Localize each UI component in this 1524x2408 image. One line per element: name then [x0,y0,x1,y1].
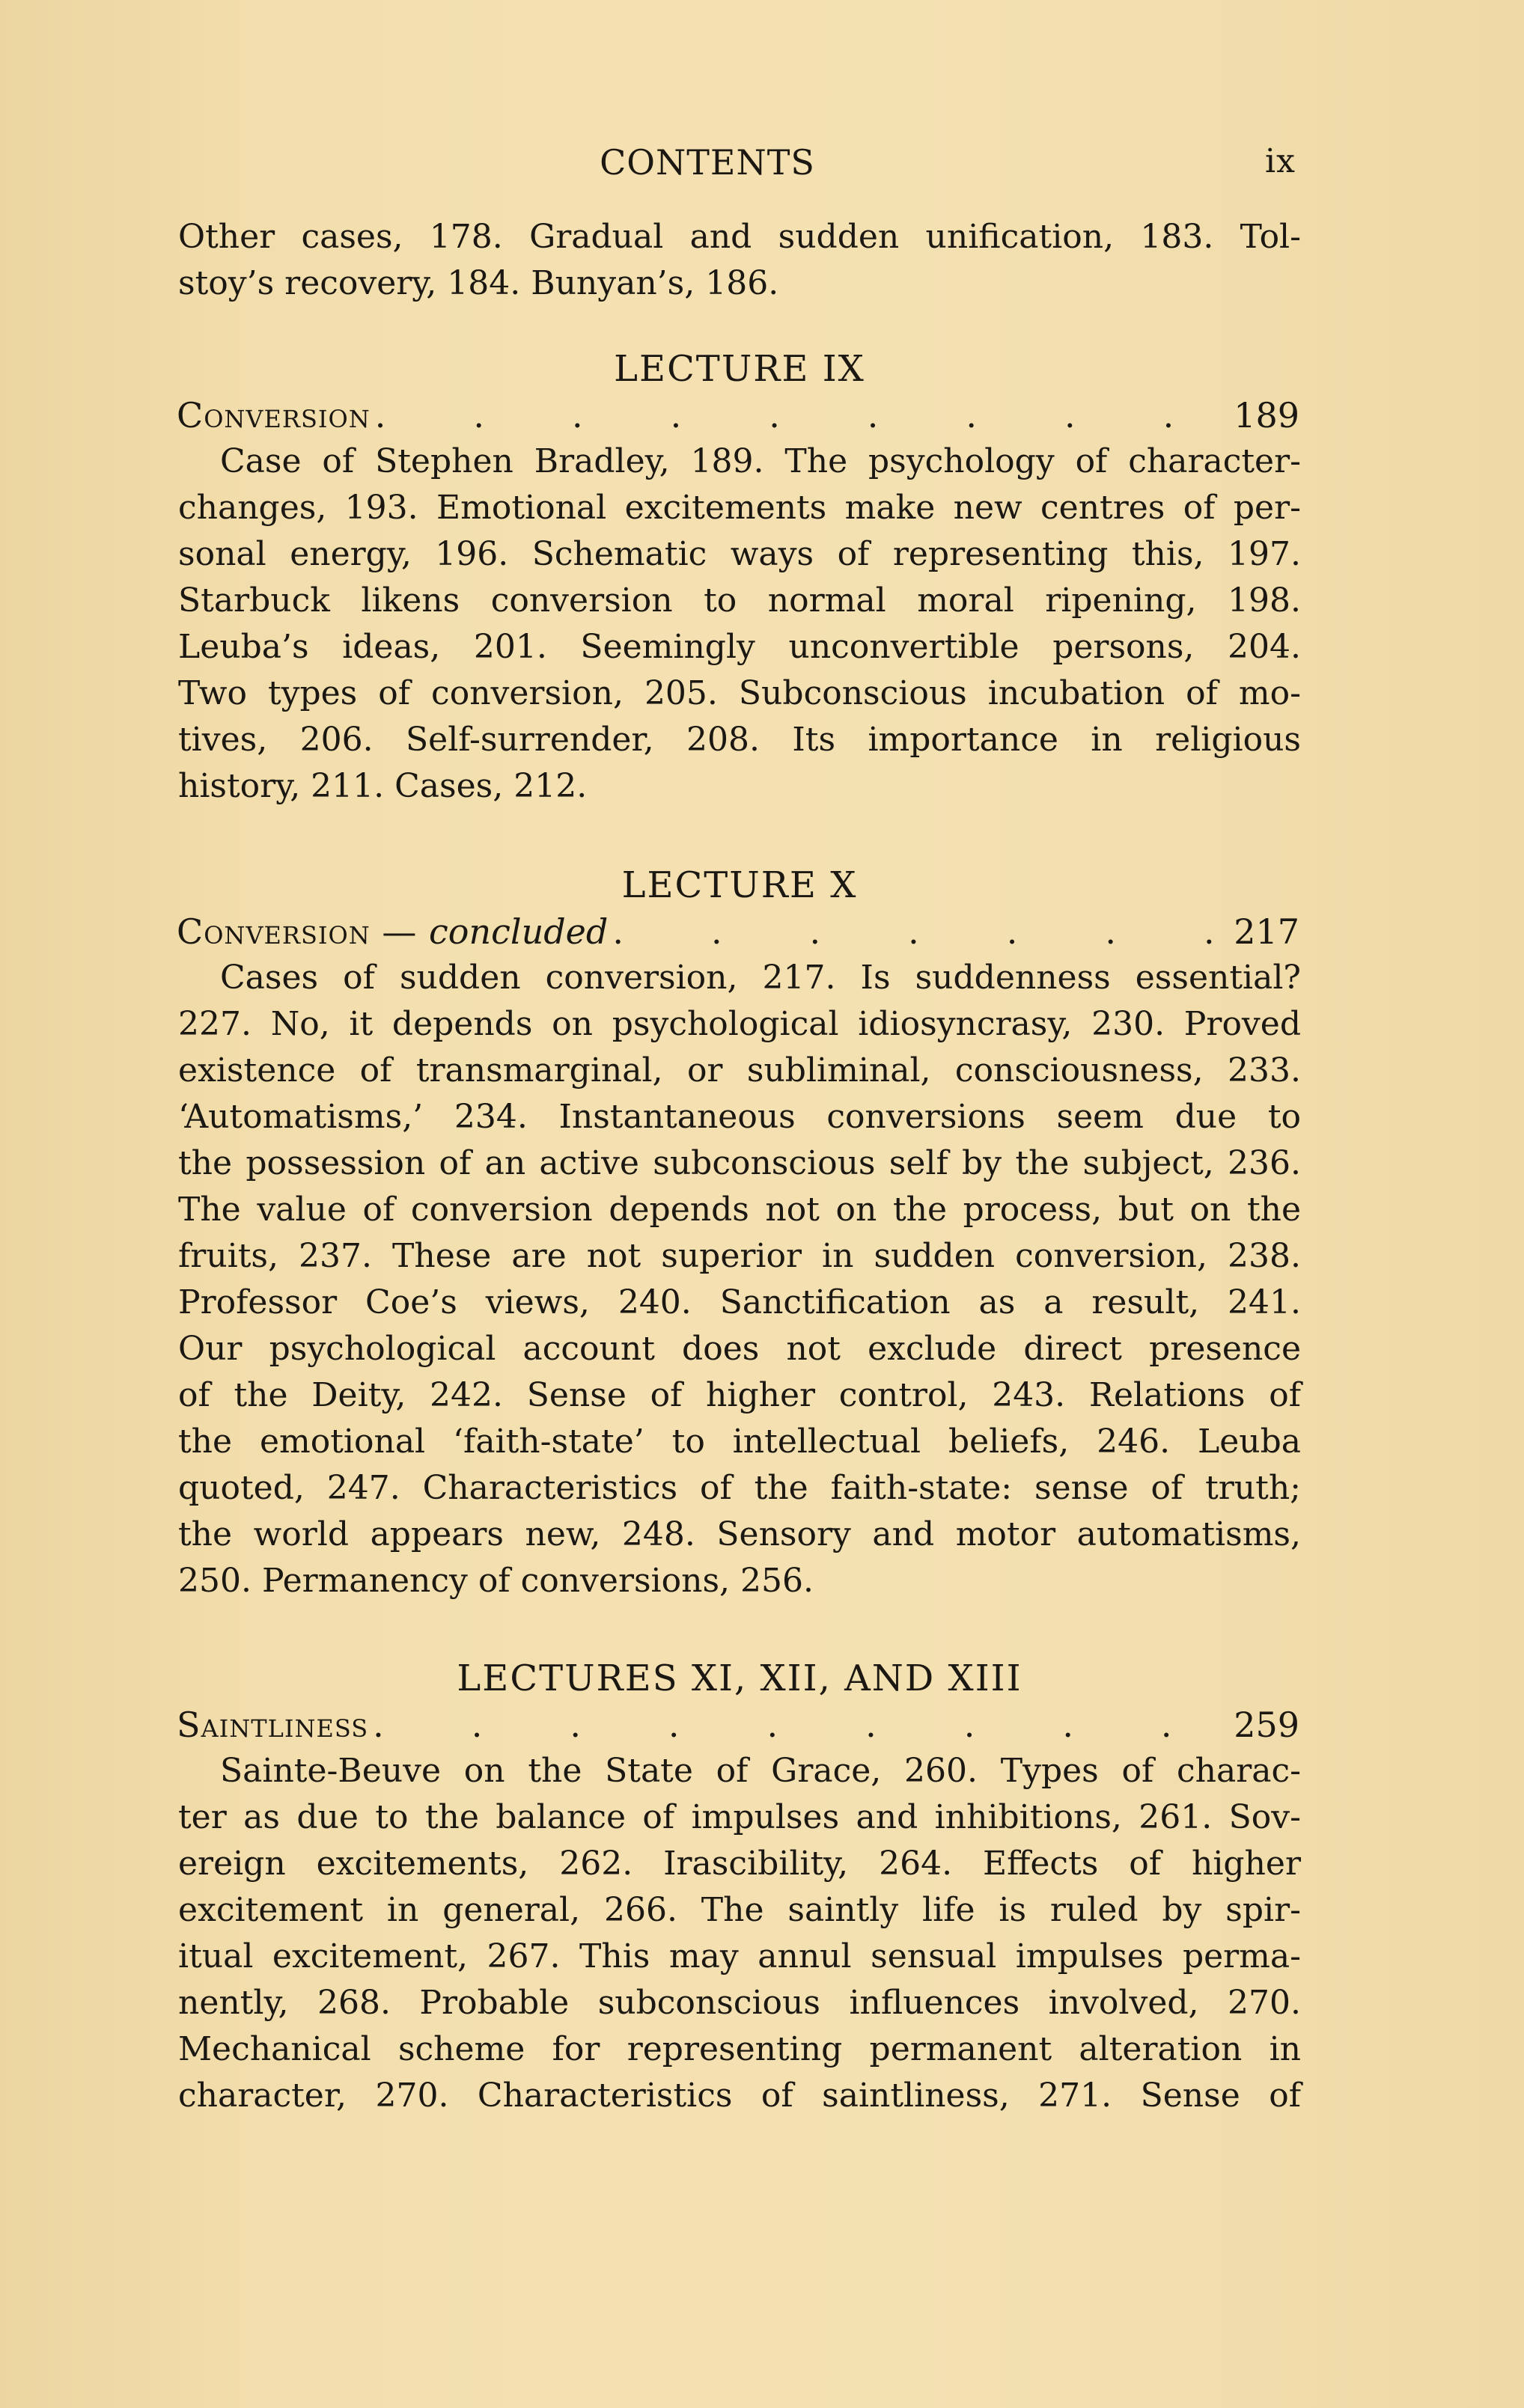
text-line: history, 211. Cases, 212. [178,767,588,805]
text-line: 250. Permanency of conversions, 256. [178,1562,814,1600]
text-line: ereign excitements, 262. Irascibility, 264. Effects of higher [178,1845,1301,1883]
toc-entry-page: 259 [1234,1705,1299,1745]
lecture-heading: LECTURE X [621,864,858,906]
text-line: Other cases, 178. Gradual and sudden unification, 183. Tol- [178,218,1301,256]
text-line: excitement in general, 266. The saintly life is ruled by spir- [178,1891,1301,1929]
text-line: itual excitement, 267. This may annul sensual impulses perma- [178,1937,1301,1975]
text-line: character, 270. Characteristics of saintliness, 271. Sense of [178,2077,1301,2115]
text-line: changes, 193. Emotional excitements make new centres of per- [178,489,1301,527]
lecture-heading: LECTURES XI, XII, AND XIII [457,1657,1022,1699]
text-line: Case of Stephen Bradley, 189. The psychology of character- [220,442,1301,480]
toc-entry-title: Saintliness [177,1705,369,1745]
text-line: quoted, 247. Characteristics of the faith-state: sense of truth; [178,1469,1301,1507]
dot-leader [368,1702,1234,1748]
text-line: tives, 206. Self-surrender, 208. Its importance in religious [178,721,1301,759]
text-line: existence of transmarginal, or subliminal, consciousness, 233. [178,1051,1301,1090]
carryover-paragraph [178,214,1301,307]
text-line: stoy’s recovery, 184. Bunyan’s, 186. [178,264,779,302]
text-line: ter as due to the balance of impulses and inhibitions, 261. Sov- [178,1798,1301,1836]
text-line: 227. No, it depends on psychological idiosyncrasy, 230. Proved [178,1005,1301,1043]
toc-entry-subtitle: concluded [429,911,609,952]
lecture-heading: LECTURE IX [614,348,865,390]
text-line: the world appears new, 248. Sensory and motor automatisms, [178,1515,1301,1553]
dot-leader [371,392,1234,438]
text-line: Cases of sudden conversion, 217. Is suddenness essential? [220,959,1301,997]
toc-entry[interactable] [177,392,1299,438]
section-lecture-ix [178,346,1301,810]
text-line: the possession of an active subconscious self by the subject, 236. [178,1144,1301,1182]
text-line: the emotional ‘faith-state’ to intellectual beliefs, 246. Leuba [178,1423,1301,1461]
text-line: Sainte-Beuve on the State of Grace, 260. Types of charac- [220,1752,1301,1790]
text-line: Our psychological account does not exclude direct presence [178,1330,1301,1368]
text-line: Leuba’s ideas, 201. Seemingly unconvertible persons, 204. [178,628,1301,666]
text-line: Mechanical scheme for representing permanent alteration in [178,2030,1301,2068]
toc-entry-page: 189 [1234,395,1299,436]
text-line: sonal energy, 196. Schematic ways of representing this, 197. [178,535,1301,573]
section-lecture-x [178,862,1301,1604]
toc-entry-title: Conversion [177,395,371,436]
page-number: ix [1265,142,1296,180]
toc-entry[interactable] [177,1702,1299,1748]
text-line: Professor Coe’s views, 240. Sanctification as a result, 241. [178,1283,1301,1321]
toc-entry-title: Conversion — concluded [177,911,609,952]
text-line: of the Deity, 242. Sense of higher control, 243. Relations of [178,1376,1301,1414]
text-line: Two types of conversion, 205. Subconscious incubation of mo- [178,674,1301,712]
toc-entry[interactable] [177,908,1299,955]
toc-entry-page: 217 [1234,911,1299,952]
text-line: fruits, 237. These are not superior in sudden conversion, 238. [178,1237,1301,1275]
section-lectures-xi-xiii [178,1655,1301,2119]
dot-leader [608,908,1234,955]
running-head-title: CONTENTS [600,142,815,183]
text-line: The value of conversion depends not on the process, but on the [178,1191,1301,1229]
text-line: ‘Automatisms,’ 234. Instantaneous conversions seem due to [178,1098,1301,1136]
running-head [0,142,1524,187]
text-line: nently, 268. Probable subconscious influences involved, 270. [178,1984,1301,2022]
text-line: Starbuck likens conversion to normal moral ripening, 198. [178,581,1301,620]
